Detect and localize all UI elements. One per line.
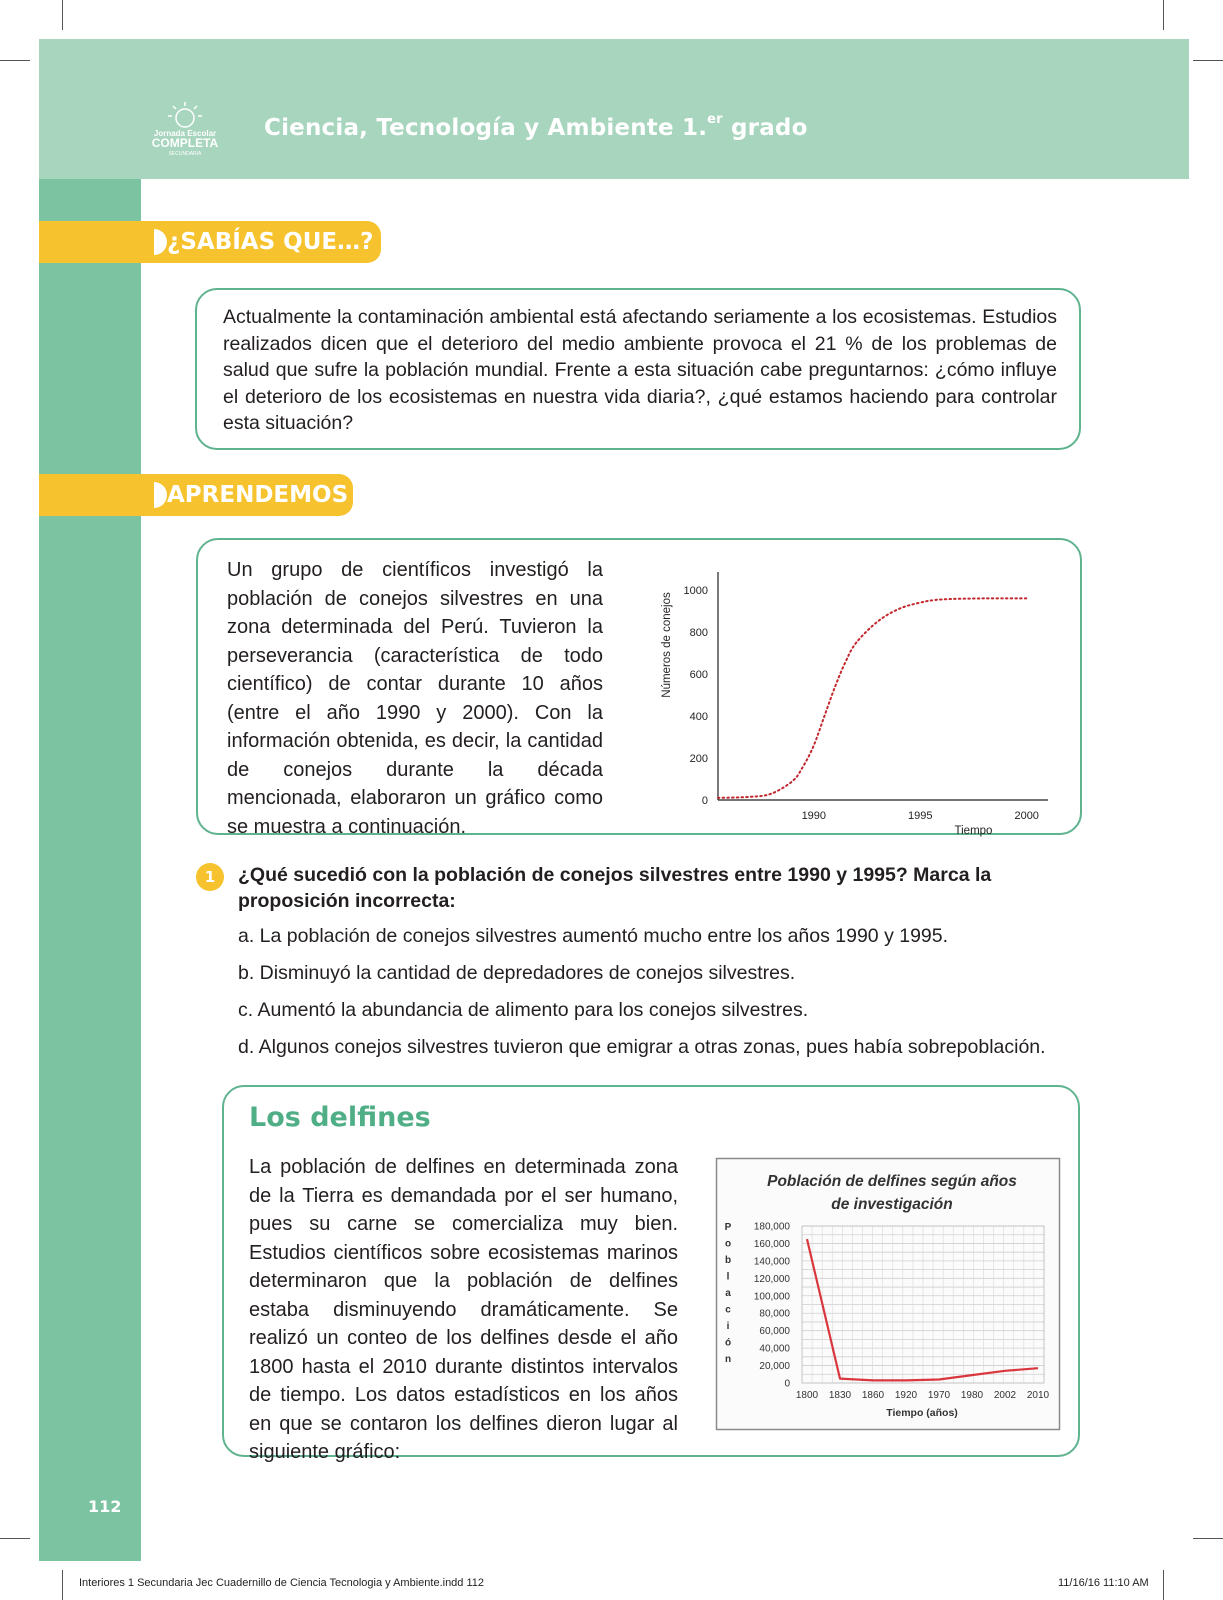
aprendemos-label: APRENDEMOS (167, 482, 349, 508)
jornada-escolar-logo (145, 100, 225, 158)
x-tick-label: 2010 (1026, 1390, 1050, 1401)
book-title (264, 112, 808, 141)
x-tick-label: 1980 (960, 1390, 984, 1401)
y-tick-label: 160,000 (753, 1238, 790, 1250)
y-tick-label: 600 (689, 669, 708, 681)
sabias-que-label: ¿SABÍAS QUE…? (167, 229, 374, 255)
y-tick-label: 800 (689, 627, 708, 639)
y-tick-label: 1000 (683, 585, 708, 597)
dolphin-population-chart (716, 1158, 1060, 1430)
y-axis-label-letter: n (724, 1354, 732, 1365)
sabias-que-text: Actualmente la contaminación ambiental está afectando seriamente a los ecosistemas. Estudios realizados dicen que el deterioro del medio ambiente provoca el 21 % de los problemas de salud que sufre la población mundial. Frente a esta situación cabe preguntarnos: ¿cómo influye el deterioro de los ecosistemas en nuestra vida diaria?, ¿qué estamos haciendo para controlar esta situación? (223, 306, 1057, 434)
sabias-que-box (195, 288, 1081, 450)
y-axis-label-letter: o (724, 1238, 732, 1250)
x-tick-label: 1920 (894, 1390, 918, 1401)
y-axis-label-letter: P (724, 1222, 732, 1233)
y-axis-label-letter: b (724, 1255, 732, 1266)
y-tick-label: 200 (689, 753, 708, 765)
book-title-superscript: er (707, 112, 723, 127)
y-tick-label: 100,000 (753, 1291, 790, 1303)
dolphins-text: La población de delfines en determinada zona de la Tierra es demandada por el ser humano, pues su carne se comercializa muy bien. Estudios científicos sobre ecosistemas marinos determinaron que la población de delfines estaba disminuyendo dramáticamente. Se realizó un conteo de los delfines desde el año 1800 hasta el 2010 durante distintos intervalos de tiempo. Los datos estadísticos en los años en que se contaron los delfines dieron lugar al siguiente gráfico: (249, 1156, 678, 1463)
x-axis-label: Tiempo (954, 825, 993, 837)
logo-text-main: COMPLETA (151, 136, 219, 150)
x-tick-label: 1830 (828, 1390, 852, 1401)
aprendemos-text: Un grupo de científicos investigó la población de conejos silvestres en una zona determinada del Perú. Tuvieron la perseverancia (característica de todo científico) de contar durante 10 años (entre el año 1990 y 2000). Con la información obtenida, es decir, la cantidad de conejos durante la década mencionada, elaboraron un gráfico como se muestra a continuación. (227, 559, 603, 838)
option-d[interactable]: d. Algunos conejos silvestres tuvieron que emigrar a otras zonas, pues había sobrepoblación. (238, 1036, 1046, 1058)
logo-text-bottom: SECUNDARIA (168, 151, 202, 157)
x-tick-label: 1860 (861, 1390, 885, 1401)
y-tick-label: 0 (701, 795, 708, 807)
y-tick-label: 140,000 (753, 1256, 790, 1268)
sabias-que-tab (39, 221, 381, 263)
rabbit-population-chart (650, 554, 1070, 837)
page-number: 112 (88, 1497, 122, 1516)
y-axis-label: Números de conejos (661, 592, 673, 698)
y-tick-label: 60,000 (759, 1326, 790, 1338)
x-tick-label: 2002 (993, 1390, 1017, 1401)
crop-mark (1193, 60, 1223, 61)
y-axis-label-letter: ó (724, 1337, 732, 1349)
y-tick-label: 80,000 (759, 1308, 790, 1320)
dolphin-chart-title-line1: Población de delfines según años (767, 1173, 1017, 1190)
y-tick-label: 120,000 (753, 1273, 790, 1285)
option-a[interactable]: a. La población de conejos silvestres aumentó mucho entre los años 1990 y 1995. (238, 925, 949, 947)
y-axis-label-letter: l (726, 1271, 730, 1283)
y-axis-label-letter: i (726, 1321, 730, 1332)
y-tick-label: 0 (784, 1378, 790, 1390)
book-title-main: Ciencia, Tecnología y Ambiente 1. (264, 115, 708, 141)
side-strip (39, 179, 141, 1561)
crop-mark (62, 0, 63, 30)
question-text: ¿Qué sucedió con la población de conejos silvestres entre 1990 y 1995? Marca la proposición incorrecta: (238, 864, 992, 912)
x-tick-label: 1970 (927, 1390, 951, 1401)
crop-mark (1163, 0, 1164, 30)
crop-mark (1193, 1538, 1223, 1539)
y-tick-label: 180,000 (753, 1221, 790, 1233)
option-b[interactable]: b. Disminuyó la cantidad de depredadores de conejos silvestres. (238, 962, 796, 984)
tab-half-circle-icon (141, 482, 167, 508)
y-tick-label: 40,000 (759, 1343, 790, 1355)
x-tick-label: 1990 (801, 810, 827, 822)
rabbit-population-curve (718, 598, 1027, 798)
option-c[interactable]: c. Aumentó la abundancia de alimento para los conejos silvestres. (238, 999, 809, 1021)
book-title-grade: grado (722, 115, 808, 141)
y-tick-label: 20,000 (759, 1361, 790, 1373)
aprendemos-tab (39, 474, 353, 516)
y-tick-label: 400 (689, 711, 708, 723)
x-tick-label: 2000 (1014, 810, 1039, 822)
x-tick-label: 1995 (908, 810, 933, 822)
crop-mark (62, 1570, 63, 1600)
tab-half-circle-icon (141, 229, 167, 255)
y-axis-label-letter: c (725, 1304, 731, 1316)
aprendemos-box (196, 538, 1082, 838)
footer-file-name: Interiores 1 Secundaria Jec Cuadernillo de Ciencia Tecnologia y Ambiente.indd 112 (79, 1577, 485, 1589)
crop-mark (1163, 1570, 1164, 1600)
dolphin-chart-title-line2: de investigación (831, 1196, 953, 1213)
y-axis-label-letter: a (725, 1288, 731, 1299)
crop-mark (0, 1538, 30, 1539)
footer-timestamp: 11/16/16 11:10 AM (1058, 1577, 1149, 1589)
dolphins-title: Los delfines (249, 1102, 431, 1133)
logo-text-top: Jornada Escolar (153, 129, 217, 138)
x-axis-label: Tiempo (años) (886, 1407, 958, 1419)
x-tick-label: 1800 (795, 1390, 819, 1401)
question-number-badge: 1 (196, 863, 224, 891)
crop-mark (0, 60, 30, 61)
